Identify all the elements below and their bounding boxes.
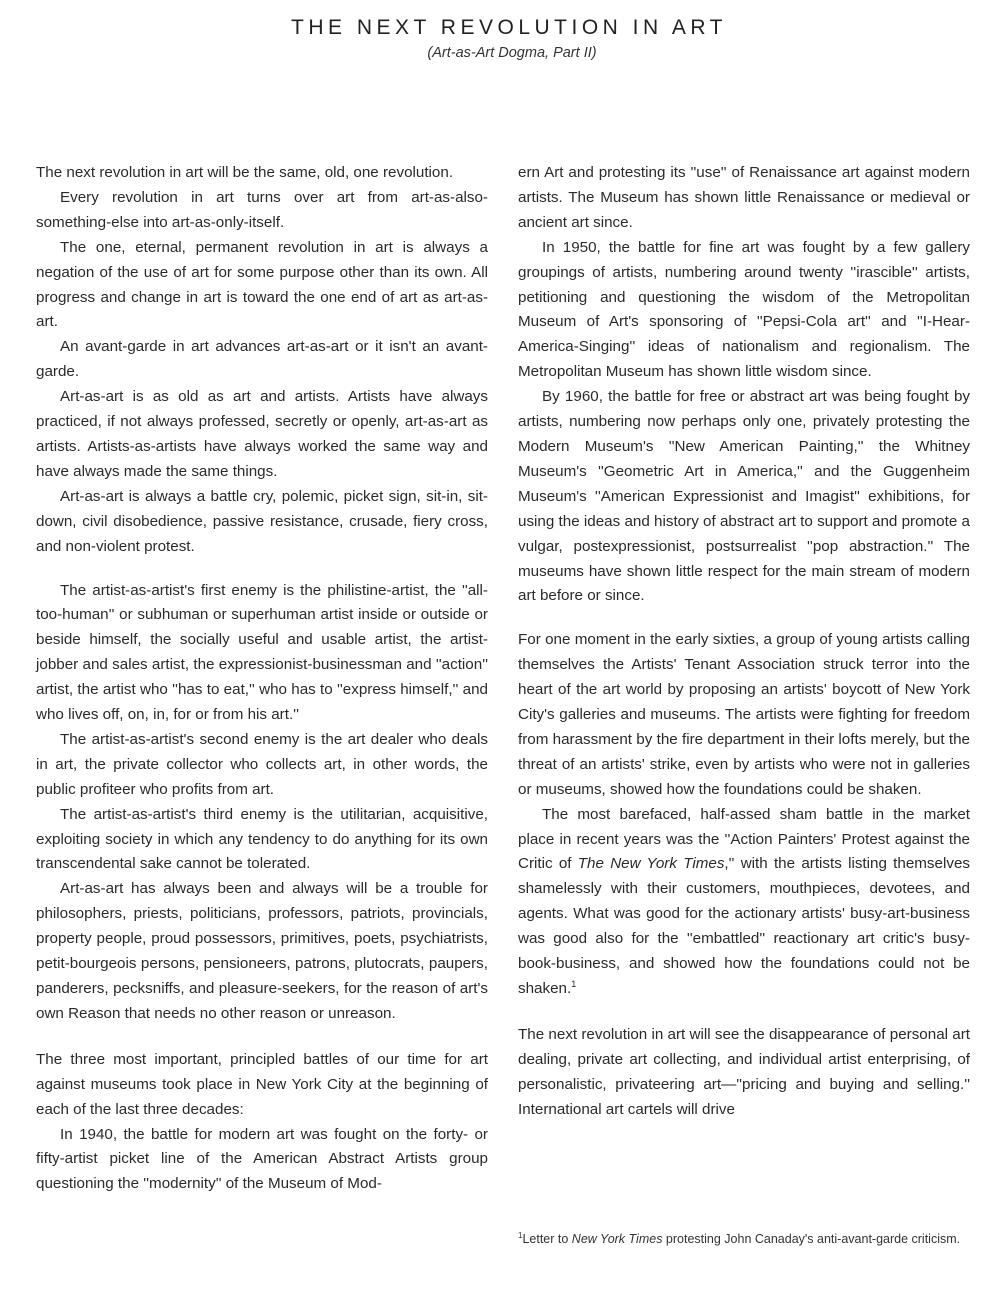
paragraph: ern Art and protesting its ''use'' of Renaissance art against modern artists. The Museum has shown little Renaissance or medieval or ancient art since.	[518, 164, 970, 231]
footnote-reference[interactable]: 1	[571, 978, 577, 989]
paragraph: The artist-as-artist's third enemy is the utilitarian, acquisitive, exploiting society in which any tendency to do anything for its own transcendental sake cannot be tolerated.	[36, 805, 488, 873]
page-subtitle: (Art-as-Art Dogma, Part II)	[427, 45, 597, 61]
paragraph: An avant-garde in art advances art-as-art or it isn't an avant-garde.	[36, 338, 488, 381]
paragraph: By 1960, the battle for free or abstract art was being fought by artists, numbering now perhaps only one, privately protesting the Modern Museum's ''New American Painting,'' the Whitney Museum's ''Geometric Art in America,'' and the Guggenheim Museum's ''American Expressionist and Imagist'' exhibitions, for using the ideas and history of abstract art to support and promote a vulgar, postexpressionist, postsurrealist ''pop abstraction.'' The museums have shown little respect for the main stream of modern art before or since.	[518, 388, 970, 605]
paragraph: The next revolution in art will be the same, old, one revolution.	[36, 164, 454, 181]
paragraph: The artist-as-artist's second enemy is the art dealer who deals in art, the private collector who collects art, in other words, the public profiteer who profits from art.	[36, 730, 488, 798]
paragraph: In 1950, the battle for fine art was fought by a few gallery groupings of artists, numbering around twenty ''irascible'' artists, petitioning and questioning the wisdom of the Metropolitan Museum of Art's sponsoring of ''Pepsi-Cola art'' and ''I-Hear-America-Singing'' ideas of nationalism and regionalism. The Metropolitan Museum has shown little wisdom since.	[518, 238, 970, 381]
footnote-newspaper-title: New York Times	[571, 1232, 663, 1246]
paragraph: The next revolution in art will see the disappearance of personal art dealing, private art collecting, and individual artist enterprising, of personalistic, privateering art—''pricing and buying and selling.'' International art cartels will drive	[518, 1025, 970, 1118]
paragraph-text: The most barefaced, half-assed sham battle in the market place in recent years was the ''Action Painters' Protest against the Critic of	[518, 805, 970, 873]
paragraph: Every revolution in art turns over art from art-as-also-something-else into art-as-only-itself.	[36, 188, 488, 231]
paragraph: The artist-as-artist's first enemy is the philistine-artist, the ''all-too-human'' or subhuman or superhuman artist inside or outside or beside himself, the socially useful and usable artist, the artist-jobber and sales artist, the expressionist-businessman and ''action'' artist, the artist who ''has to eat,'' who has to ''express himself,'' and who lives off, on, in, for or from his art.''	[36, 581, 488, 724]
newspaper-title: The New York Times	[577, 855, 725, 873]
paragraph-text: ,'' with the artists listing themselves shamelessly with their customers, mouthpieces, devotees, and agents. What was good for the actionary artists' busy-art-business was good also for the ''embattled'' reactionary art critic's busy-book-business, and showed how the foundations could not be shaken.	[518, 855, 970, 997]
footnote	[518, 1230, 970, 1249]
page-title: THE NEXT REVOLUTION IN ART	[291, 16, 727, 39]
paragraph: The one, eternal, permanent revolution in art is always a negation of the use of art for some purpose other than its own. All progress and change in art is toward the one end of art as art-as-art.	[36, 238, 488, 331]
footnote-text: protesting John Canaday's anti-avant-garde criticism.	[662, 1232, 961, 1246]
paragraph: The three most important, principled battles of our time for art against museums took place in New York City at the beginning of each of the last three decades:	[36, 1050, 488, 1118]
page-header	[0, 14, 1000, 61]
paragraph: Art-as-art has always been and always will be a trouble for philosophers, priests, politicians, professors, patriots, provincials, property people, proud possessors, primitives, poets, psychiatrists, petit-bourgeois persons, pensioneers, patrons, plutocrats, paupers, panderers, pecksniffs, and pleasure-seekers, for the reason of art's own Reason that needs no other reason or unreason.	[36, 880, 488, 1022]
footnote-mark: 1	[518, 1230, 523, 1240]
paragraph	[518, 803, 970, 1002]
paragraph: Art-as-art is always a battle cry, polemic, picket sign, sit-in, sit-down, civil disobedience, passive resistance, crusade, fiery cross, and non-violent protest.	[36, 487, 488, 555]
left-column	[36, 161, 488, 1197]
paragraph: For one moment in the early sixties, a group of young artists calling themselves the Artists' Tenant Association struck terror into the heart of the art world by proposing an artists' boycott of New York City's galleries and museums. The artists were fighting for freedom from harassment by the fire department in their lofts merely, but the threat of an artists' strike, even by artists who were not in galleries or museums, showed how the foundations could be shaken.	[518, 631, 970, 798]
footnote-text: Letter to	[522, 1232, 572, 1246]
paragraph: Art-as-art is as old as art and artists. Artists have always practiced, if not always professed, secretly or openly, art-as-art as artists. Artists-as-artists have always worked the same way and have always made the same things.	[36, 388, 488, 480]
paragraph: In 1940, the battle for modern art was fought on the forty- or fifty-artist picket line of the American Abstract Artists group questioning the ''modernity'' of the Museum of Mod-	[36, 1125, 488, 1193]
right-column	[518, 161, 970, 1123]
